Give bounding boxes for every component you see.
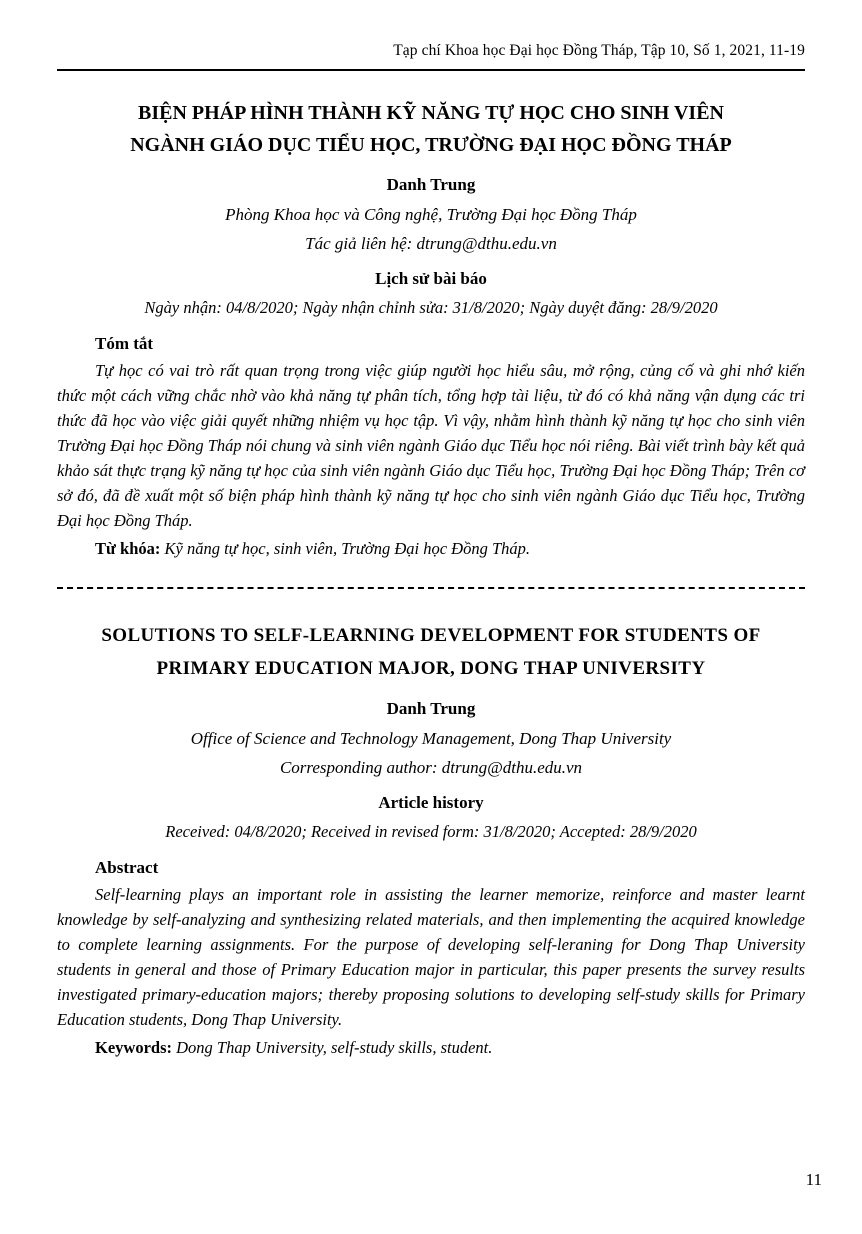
vn-title-line-2: NGÀNH GIÁO DỤC TIỂU HỌC, TRƯỜNG ĐẠI HỌC ĐỒNG THÁP	[130, 134, 732, 156]
vn-author: Danh Trung	[386, 175, 476, 194]
en-title-line-2: PRIMARY EDUCATION MAJOR, DONG THAP UNIVERSITY	[156, 658, 706, 679]
en-article-history: Received: 04/8/2020; Received in revised form: 31/8/2020; Accepted: 28/9/2020	[165, 822, 697, 841]
vn-keywords-label: Từ khóa:	[95, 539, 161, 558]
en-keywords-text: Dong Thap University, self-study skills, student.	[172, 1038, 493, 1057]
en-abstract-heading: Abstract	[95, 858, 159, 877]
vn-abstract-heading: Tóm tắt	[95, 334, 154, 353]
vn-affiliation: Phòng Khoa học và Công nghệ, Trường Đại học Đồng Tháp	[225, 205, 637, 224]
vn-article-history: Ngày nhận: 04/8/2020; Ngày nhận chỉnh sửa: 31/8/2020; Ngày duyệt đăng: 28/9/2020	[144, 298, 718, 317]
vn-article-history-heading: Lịch sử bài báo	[375, 269, 487, 288]
en-title	[57, 619, 805, 685]
vn-abstract-text: Tự học có vai trò rất quan trọng trong việc giúp người học hiểu sâu, mở rộng, củng cố và ghi nhớ kiến thức một cách vững chắc nhờ vào khả năng tự phân tích, tổng hợp tài liệu, từ đó có khả năng vận dụng các tri thức đã học vào việc giải quyết những nhiệm vụ học tập. Vì vậy, nhằm hình thành kỹ năng tự học cho sinh viên Trường Đại học Đồng Tháp nói chung và sinh viên ngành Giáo dục Tiểu học nói riêng. Bài viết trình bày kết quả khảo sát thực trạng kỹ năng tự học của sinh viên ngành Giáo dục Tiểu học, Trường Đại học Đồng Tháp; Trên cơ sở đó, đã đề xuất một số biện pháp hình thành kỹ năng tự học cho sinh viên ngành Giáo dục Tiểu học, Trường Đại học Đồng Tháp.	[57, 361, 805, 530]
en-keywords-label: Keywords:	[95, 1038, 172, 1057]
en-title-line-1: SOLUTIONS TO SELF-LEARNING DEVELOPMENT FOR STUDENTS OF	[101, 625, 761, 646]
section-divider	[57, 587, 805, 589]
vn-keywords-text: Kỹ năng tự học, sinh viên, Trường Đại học Đồng Tháp.	[160, 539, 531, 558]
en-keywords-line	[57, 1035, 805, 1060]
en-article-history-heading: Article history	[378, 793, 484, 812]
journal-header: Tạp chí Khoa học Đại học Đồng Tháp, Tập 10, Số 1, 2021, 11-19	[57, 42, 805, 71]
vn-corresponding-author: Tác giả liên hệ: dtrung@dthu.edu.vn	[305, 234, 557, 253]
vn-keywords-line	[57, 536, 805, 561]
en-corresponding-author: Corresponding author: dtrung@dthu.edu.vn	[279, 758, 583, 777]
vn-title	[57, 97, 805, 161]
en-abstract-text: Self-learning plays an important role in assisting the learner memorize, reinforce and master learnt knowledge by self-analyzing and synthesizing related materials, and then implementing the acquired knowledge to complete learning assignments. For the purpose of developing self-leraning for Dong Thap University students in general and those of Primary Education major in particular, this paper presents the survey results investigated primary-education majors; thereby proposing solutions to developing self-study skills for Primary Education students, Dong Thap University.	[57, 885, 805, 1029]
en-author: Danh Trung	[386, 699, 476, 718]
vn-title-line-1: BIỆN PHÁP HÌNH THÀNH KỸ NĂNG TỰ HỌC CHO SINH VIÊN	[137, 102, 724, 124]
en-affiliation: Office of Science and Technology Management, Dong Thap University	[190, 729, 672, 748]
page-number: 11	[805, 1170, 822, 1189]
